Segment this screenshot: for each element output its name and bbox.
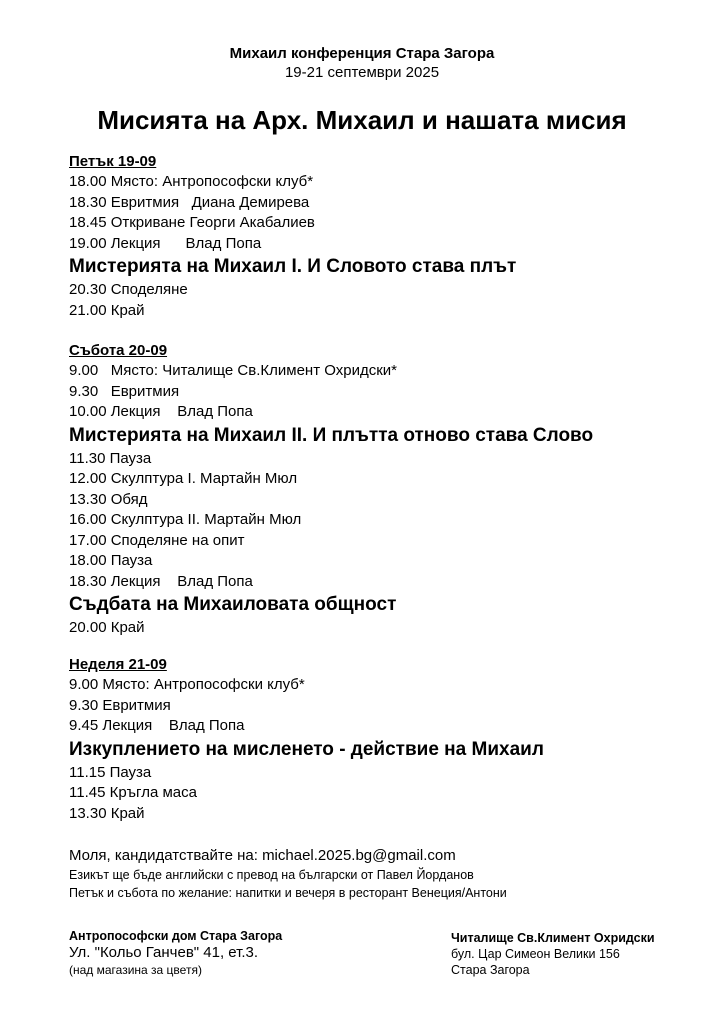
footer-venue-right <box>451 930 655 978</box>
schedule-row: 21.00 Край <box>69 301 145 319</box>
venue-name: Антропософски дом Стара Загора <box>69 929 283 943</box>
apply-note: Моля, кандидатствайте на: michael.2025.bg@gmail.com <box>69 847 456 864</box>
schedule-row: 9.30 Евритмия <box>69 696 171 714</box>
venue-city: Стара Загора <box>451 963 530 977</box>
lecture-title: Мистерията на Михаил I. И Словото става плът <box>69 256 517 277</box>
day-saturday <box>69 341 689 639</box>
language-note: Езикът ще бъде английски с превод на български от Павел Йорданов <box>69 868 474 882</box>
schedule-row: 17.00 Споделяне на опит <box>69 531 245 549</box>
venue-name: Читалище Св.Климент Охридски <box>451 931 655 945</box>
conference-dates: 19-21 септември 2025 <box>284 64 440 81</box>
notes <box>69 846 689 902</box>
schedule-row: 20.30 Споделяне <box>69 281 188 298</box>
schedule-row: 18.45 Откриване Георги Акабалиев <box>69 214 315 231</box>
schedule-row: 9.30 Евритмия <box>69 382 180 400</box>
day-title: Неделя 21-09 <box>69 656 167 673</box>
schedule-row: 11.30 Пауза <box>69 449 152 467</box>
schedule-row: 9.00 Място: Антропософски клуб* <box>69 676 305 693</box>
schedule-row: 19.00 Лекция Влад Попа <box>69 234 262 252</box>
schedule-row: 11.15 Пауза <box>69 763 152 781</box>
day-sunday <box>69 655 689 824</box>
lecture-title: Съдбата на Михаиловата общност <box>69 594 397 615</box>
lecture-title: Мистерията на Михаил II. И плътта отново става Слово <box>69 424 594 446</box>
lecture-title: Изкуплението на мисленето - действие на Михаил <box>69 738 544 760</box>
schedule-row: 12.00 Скулптура I. Мартайн Мюл <box>69 470 298 487</box>
schedule-row: 9.00 Място: Читалище Св.Климент Охридски* <box>69 362 397 379</box>
conference-name: Михаил конференция Стара Загора <box>229 45 495 62</box>
schedule-row: 18.00 Пауза <box>69 552 153 569</box>
schedule-row: 20.00 Край <box>69 619 145 636</box>
venue-address: бул. Цар Симеон Велики 156 <box>451 947 620 961</box>
venue-note: (над магазина за цветя) <box>69 963 202 977</box>
schedule-row: 11.45 Кръгла маса <box>69 784 197 801</box>
page-title: Мисията на Арх. Михаил и нашата мисия <box>97 105 627 135</box>
dinner-note: Петък и събота по желание: напитки и вечеря в ресторант Венеция/Антони <box>69 886 507 900</box>
footer-venue-left <box>69 928 282 978</box>
schedule-row: 18.30 Евритмия Диана Демирева <box>69 193 310 211</box>
header <box>0 44 724 82</box>
schedule-row: 16.00 Скулптура II. Мартайн Мюл <box>69 511 302 528</box>
schedule-row: 18.00 Място: Антропософски клуб* <box>69 173 314 190</box>
schedule-row: 18.30 Лекция Влад Попа <box>69 572 253 590</box>
day-friday <box>69 152 689 321</box>
schedule-row: 10.00 Лекция Влад Попа <box>69 403 253 420</box>
day-title: Петък 19-09 <box>69 153 157 170</box>
schedule-row: 13.30 Обяд <box>69 490 148 508</box>
day-title: Събота 20-09 <box>69 342 168 359</box>
venue-address: Ул. "Кольо Ганчев" 41, ет.3. <box>69 944 259 961</box>
schedule-row: 13.30 Край <box>69 804 145 822</box>
schedule-row: 9.45 Лекция Влад Попа <box>69 717 245 734</box>
